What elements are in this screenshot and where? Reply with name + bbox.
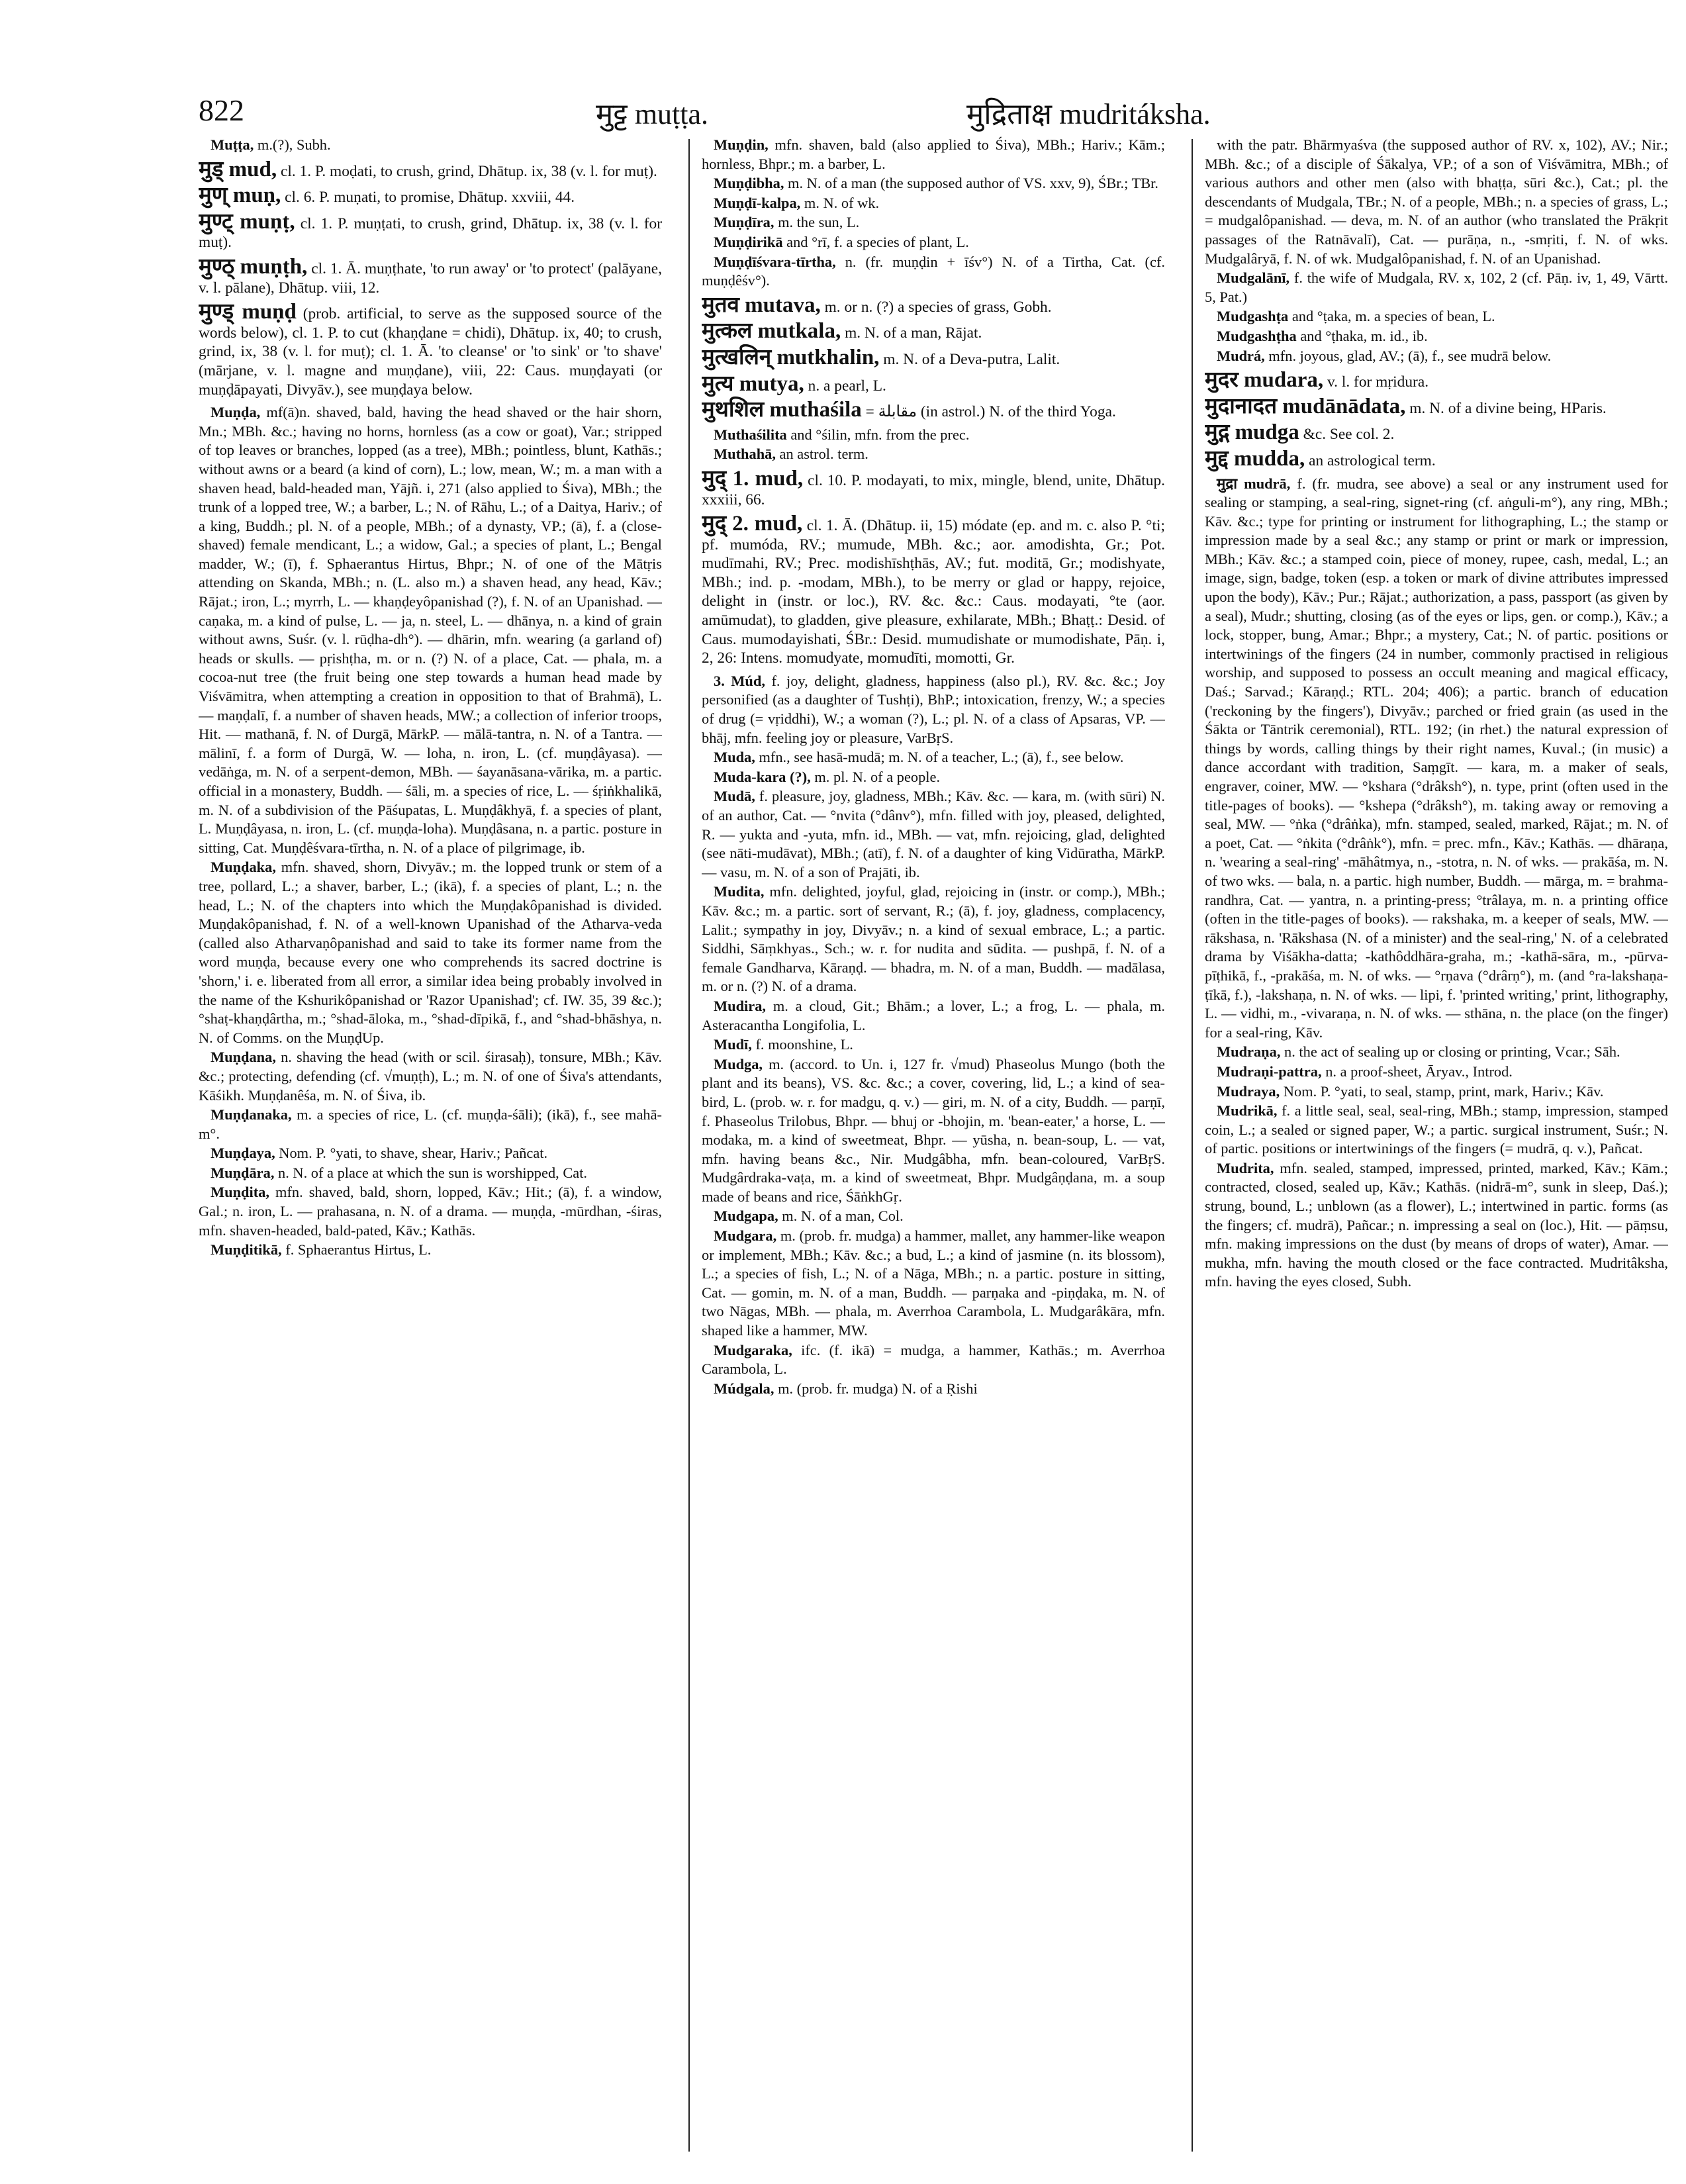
entry-definition: mfn., see hasā-mudā; m. N. of a teacher, L.; (ā), f., see below. <box>759 749 1124 766</box>
entry-headword: Muda, <box>714 749 755 766</box>
dictionary-entry <box>199 1241 662 1260</box>
entry-definition: and °rī, f. a species of plant, L. <box>786 233 969 250</box>
entry-headword: Mudita, <box>714 883 765 900</box>
dictionary-entry <box>199 1048 662 1105</box>
entry-definition: n. shaving the head (with or scil. śirasaḥ), tonsure, MBh.; Kāv. &c.; protecting, defending (cf. √muṇṭh), L.; m. N. of one of Śiva's attendants, Kāśikh. Muṇḍanêśa, m. N. of Śiva, ib. <box>199 1049 662 1104</box>
entry-definition: = مقابلة (in astrol.) N. of the third Yoga. <box>865 403 1116 421</box>
entry-headword: मुण्ड् muṇḍ <box>199 300 297 324</box>
entry-headword: Muṇḍaya, <box>211 1145 275 1162</box>
dictionary-entry <box>199 300 662 399</box>
entry-headword: Mudgalānī, <box>1217 269 1290 287</box>
dictionary-entry <box>702 233 1165 252</box>
entry-headword: Muṇḍīra, <box>714 214 774 231</box>
dictionary-entry <box>702 768 1165 787</box>
entry-headword: Muṇḍitikā, <box>211 1241 282 1258</box>
entry-definition: f. joy, delight, gladness, happiness (also pl.), RV. &c. &c.; Joy personified (as a daughter of Tushṭi), BhP.; intoxication, frenzy, W.; a species of drug (= vṛiddhi), W.; a woman (?), L.; pl. N. of a class of Apsaras, VP. — bhāj, mfn. feeling joy or pleasure, VarBṛS. <box>702 672 1165 746</box>
entry-definition: &c. See col. 2. <box>1303 426 1395 444</box>
dictionary-entry <box>702 398 1165 422</box>
entry-definition: mfn. shaved, shorn, Divyāv.; m. the lopped trunk or stem of a tree, pollard, L.; a shaver, barber, L.; (ikā), f. a species of plant, L.; n. the head, L.; N. of the chapters into which the Muṇḍakôpanishad is divided. Muṇḍakôpanishad, f. N. of a well-known Upanishad of the Atharva-veda (called also Atharvaṇôpanishad and said to take its former name from the word muṇḍa, because every one who comprehends its sacred doctrine is 'shorn,' i. e. liberated from all error, a similar idea being probably involved in the name of the Kshurikôpanishad or 'Razor Upanishad'; cf. IW. 35, 39 &c.); °shaṭ-khaṇḍârtha, m.; °shad-āloka, m., °shad-dīpikā, f., and °shad-bhāshya, n. N. of Comms. on the MuṇḍUp. <box>199 859 662 1046</box>
header-right-catchword: मुद्रिताक्ष mudritáksha. <box>966 98 1211 130</box>
entry-definition: with the patr. Bhārmyaśva (the supposed author of RV. x, 102), AV.; Nir.; MBh. &c.; of a disciple of Śākalya, VP.; of a son of Viśvāmitra, MBh.; of various authors and other men (also with bhaṭṭa, sūri &c.), Cat.; pl. the descendants of Mudgala, TBr.; N. of a people, MBh.; n. a species of grass, L.; = mudgalôpanishad. — deva, m. N. of an author (who translated the Prākṛit passages of the Ratnāvalī), Cat. — purāṇa, n., -smṛiti, f. N. of wks. Mudgalâryā, f. N. of wk. Mudgalôpanishad, f. N. of an Upanishad. <box>1205 136 1668 267</box>
entry-headword: मुण् muṇ, <box>199 183 281 208</box>
entry-headword: मुद् 1. mud, <box>702 466 804 491</box>
entry-definition: m. a species of rice, L. (cf. muṇḍa-śāli); (ikā), f., see mahā-m°. <box>199 1106 662 1142</box>
entry-definition: m. or n. (?) a species of grass, Gobh. <box>824 298 1052 316</box>
entry-headword: Mudgashṭa <box>1217 308 1289 325</box>
dictionary-entry <box>1205 136 1668 268</box>
entry-headword: मुद्द mudda, <box>1205 446 1305 471</box>
entry-headword: Mudī, <box>714 1036 752 1053</box>
dictionary-entry <box>702 1055 1165 1207</box>
header-left-catchword: मुट्ट muṭṭa. <box>596 98 709 130</box>
entry-headword: Mudgaraka, <box>714 1341 792 1358</box>
dictionary-entry <box>702 1380 1165 1399</box>
dictionary-entry <box>1205 307 1668 326</box>
entry-headword: मुतव mutava, <box>702 293 821 317</box>
dictionary-entry <box>702 1341 1165 1379</box>
entry-headword: मुद्रा mudrā, <box>1217 475 1291 492</box>
entry-definition: f. a little seal, seal, seal-ring, MBh.; stamp, impression, stamped coin, L.; a sealed or signed paper, W.; a partic. surgical instrument, Suśr.; N. of partic. positions or intertwinings of the fingers (= mudrā, q. v.), Pañcat. <box>1205 1102 1668 1157</box>
entry-headword: मुण्ट् muṇṭ, <box>199 209 295 234</box>
dictionary-entry <box>702 514 1165 668</box>
dictionary-entry <box>702 787 1165 882</box>
entry-headword: मुद् 2. mud, <box>702 512 803 536</box>
entry-headword: Muṇḍaka, <box>211 859 276 876</box>
dictionary-entry <box>1205 269 1668 307</box>
entry-definition: n. (fr. muṇḍin + īśv°) N. of a Tirtha, Cat. (cf. muṇḍêśv°). <box>702 253 1165 289</box>
dictionary-entry <box>702 997 1165 1035</box>
entry-headword: Múdgala, <box>714 1380 774 1397</box>
entry-headword: मुदानादत mudānādata, <box>1205 394 1406 418</box>
entry-definition: m. N. of a man, Rājat. <box>845 324 982 342</box>
column-2 <box>702 136 1165 2161</box>
entry-definition: mf(ā)n. shaved, bald, having the head shaved or the hair shorn, Mn.; MBh. &c.; having no horns, hornless (as a cow or goat), Var.; stripped of top leaves or branches, lopped (as a tree), MBh.; pointless, blunt, Kathās.; without awns or a beard (a kind of corn), L.; low, mean, W.; m. a man with a shaven head, bald-headed man, Yājñ. i, 271 (also applied to Śiva), MBh.; the trunk of a lopped tree, W.; a barber, L.; N. of Rāhu, L.; of a Daitya, Hariv.; of a king, Buddh.; pl. N. of a people, MBh.; of a dynasty, VP.; (ā), f. a (close-shaved) female mendicant, L.; a widow, Gal.; a species of plant, L.; Bengal madder, W.; (ī), f. Sphaerantus Hirtus, Bhpr.; N. of one of the Mātṛis attending on Skanda, MBh.; n. (L. also m.) a shaven head, any head, Kāv.; Rājat.; iron, L.; myrrh, L. — khaṇḍeyôpanishad (?), f. N. of an Upanishad. — caṇaka, m. a kind of pulse, L. — ja, n. steel, L. — dhānya, n. a kind of grain without awns, Suśr. (v. l. rūḍha-dh°). — dhārin, mfn. wearing (a garland of) heads or skulls. — pṛishṭha, m. or n. (?) N. of a place, Cat. — phala, m. a cocoa-nut tree (the fruit being one step towards a human head made by Viśvāmitra, when attempting a creation in opposition to that of Brahmā), L. — maṇḍalī, f. a number of shaven heads, MW.; a collection of inferior troops, Hit. — mathanā, f. N. of Durgā, MārkP. — mālā-tantra, n. N. of a Tantra. — mālinī, f. a form of Durgā, W. — loha, n. iron, L. (cf. muṇḍâyasa). — vedāṅga, m. N. of a serpent-demon, MBh. — śayanāsana-vārika, m. a partic. official in a monastery, Buddh. — śāli, m. a species of rice, L. — śṛiṅkhalikā, m. N. of a subdivision of the Pāśupatas, L. Muṇḍâkhyā, f. a species of plant, L. Muṇḍâyasa, n. iron, L. (cf. muṇḍa-loha). Muṇḍâsana, n. a partic. posture in sitting, Cat. Muṇḍêśvara-tīrtha, n. N. of a place of pilgrimage, ib. <box>199 404 662 856</box>
dictionary-entry <box>702 1207 1165 1226</box>
entry-headword: मुत्कल mutkala, <box>702 319 841 344</box>
entry-headword: Muthaśilita <box>714 426 787 443</box>
dictionary-entry <box>1205 327 1668 346</box>
dictionary-entry <box>702 1035 1165 1055</box>
column-rule-right <box>1192 139 1193 2152</box>
dictionary-entry <box>702 293 1165 317</box>
dictionary-entry <box>199 254 662 297</box>
dictionary-entry <box>702 748 1165 767</box>
entry-definition: m.(?), Subh. <box>257 136 331 153</box>
entry-headword: Muthahā, <box>714 446 776 463</box>
dictionary-entry <box>1205 420 1668 445</box>
entry-headword: Muṇḍīśvara-tīrtha, <box>714 253 836 270</box>
entry-definition: f. (fr. mudra, see above) a seal or any instrument used for sealing or stamping, a seal-ring, signet-ring (cf. aṅguli-m°), any ring, MBh.; Kāv. &c.; type for printing or instrument for lithographing, L.; the stamp or impression made by a seal &c.; any stamp or print or mark or impression, MBh.; Kāv. &c.; a stamped coin, piece of money, rupee, cash, medal, L.; an image, sign, badge, token (esp. a token or mark of divine attributes impressed upon the body), Kāv.; Pur.; Rājat.; authorization, a pass, passport (as given by a seal), Mudr.; shutting, closing (as of the eyes or lips, gen. or comp.), Kāv.; a lock, stopper, bung, Amar.; Bhpr.; a mystery, Cat.; N. of partic. positions or intertwinings of the fingers (24 in number, commonly practised in religious worship, and supposed to possess an occult meaning and magical efficacy, Daś.; Sarvad.; Kāraṇḍ.; RTL. 204; 406); a partic. branch of education ('reckoning by the fingers'), Divyāv.; parched or fried grain (as used in the Śākta or Tāntrik ceremonial), RTL. 192; (in rhet.) the natural expression of things by words, calling things by their right names, Kuval.; (in music) a dance accordant with tradition, Saṃgīt. — kara, m. a maker of seals, engraver, coiner, MW. — °kshara (°drâksh°), n. type, print (often used in the title-pages of books). — °kshepa (°drâksh°), m. taking away or removing a seal, MW. — °ṅka (°drâṅka), mfn. stamped, sealed, marked, Rājat.; m. N. of a poet, Cat. — °ṅkita (°drâṅk°), mfn. = prec. mfn., Kāv.; Kathās. — dhāraṇa, n. 'wearing a seal-ring' -māhâtmya, n., -stotra, n. N. of wks. — prakāśa, m. N. of two wks. — bala, n. a partic. high number, Buddh. — mārga, m. = brahma-randhra, Cat. — yantra, n. a printing-press; °trâlaya, m. n. a printing office (often in the title-pages of books). — rakshaka, m. a keeper of seals, MW. — rākshasa, n. 'Rākshasa (N. of a minister) and the seal-ring,' N. of a celebrated drama by Viśākha-datta; -kathôddhāra-graha, m.; -kathā-sāra, m., -pūrva-pīṭhikā, f., -prakāśa, m. N. of wks. — °rṇava (°drârṇ°), m. (and °ra-lakshaṇa-ṭīkā, f.), -lakshaṇa, n. N. of wks. — lipi, f. 'printed writing,' print, lithography, L. — vidhi, m., -vivaraṇa, n. N. of wks. — sthāna, n. the place (on the finger) for a seal-ring, Kāv. <box>1205 475 1668 1041</box>
entry-definition: an astrological term. <box>1309 451 1436 469</box>
entry-definition: cl. 10. P. modayati, to mix, mingle, blend, unite, Dhātup. xxxiii, 66. <box>702 471 1165 508</box>
entry-definition: mfn. delighted, joyful, glad, rejoicing in (instr. or comp.), MBh.; Kāv. &c.; m. a partic. sort of servant, R.; (ā), f. joy, gladness, complacency, Lalit.; sympathy in joy, Divyāv.; n. a kind of sexual embrace, L.; a partic. Siddhi, Sāṃkhyas., Sch.; w. r. for nudita and sūdita. — pushpā, f. N. of a female Gandharva, Kāraṇḍ. — bhadra, m. N. of a man, Buddh. — madālasa, m. or n. (?) N. of a drama. <box>702 883 1165 995</box>
entry-headword: Mudraṇa, <box>1217 1043 1281 1061</box>
entry-headword: Mudga, <box>714 1055 763 1072</box>
entry-definition: and °ṭhaka, m. id., ib. <box>1300 327 1428 344</box>
entry-definition: (prob. artificial, to serve as the supposed source of the words below), cl. 1. P. to cut (khaṇḍane = chidi), Dhātup. ix, 40; to crush, grind, ix, 38 (v. l. for muṭ); cl. 1. Ā. 'to cleanse' or 'to sink' or 'to shave' (mārjane, v. l. magne and muṇḍane), viii, 22: Caus. muṇḍayati (or muṇḍāpayati, Divyāv.), see muṇḍaya below. <box>199 305 662 399</box>
entry-definition: m. (prob. fr. mudga) N. of a Ṛishi <box>778 1380 978 1397</box>
entry-definition: n. N. of a place at which the sun is worshipped, Cat. <box>278 1164 588 1181</box>
entry-headword: Mudgapa, <box>714 1208 778 1225</box>
column-rule-left <box>688 139 690 2152</box>
entry-headword: मुदर mudara, <box>1205 368 1324 393</box>
entry-headword: Muṇḍa, <box>211 404 261 421</box>
entry-definition: n. a pearl, L. <box>808 377 886 395</box>
entry-definition: cl. 1. Ā. (Dhātup. ii, 15) módate (ep. and m. c. also P. °ti; pf. mumóda, RV.; mumude, MBh. &c.; aor. amodishta, Gr.; Pot. mudīmahi, RV.; Prec. modishīshṭhās, AV.; fut. moditā, Gr.; modishyate, MBh.; ind. p. -modam, MBh.), to be merry or glad or happy, rejoice, delight in (instr. or loc.), RV. &c. &c.: Caus. modayati, °te (aor. amūmudat), to gladden, give pleasure, exhilarate, MBh.; Bhaṭṭ.: Desid. of Caus. mumodayishati, ŚBr.: Desid. mumudishate or mumodishate, Pāṇ. i, 2, 26: Intens. momudyate, momudīti, momotti, Gr. <box>702 517 1165 667</box>
dictionary-entry <box>1205 446 1668 471</box>
dictionary-entry <box>702 194 1165 213</box>
dictionary-entry <box>702 174 1165 193</box>
dictionary-entry <box>199 209 662 252</box>
entry-headword: Mudā, <box>714 788 755 805</box>
entry-definition: mfn. sealed, stamped, impressed, printed, marked, Kāv.; Kām.; contracted, closed, sealed up, Kāv.; Kathās. (nidrā-m°, sunk in sleep, Daś.); strung, bound, L.; unblown (as a flower), L.; intertwined in partic. forms (as the fingers; cf. mudrā), Pañcar.; n. impressing a seal on (loc.), Hit. — pāṃsu, mfn. making impressions on the dust (by means of drops of water), Amar. — mukha, mfn. having the mouth closed or the face contracted. Mudritâksha, mfn. having the eyes closed, Subh. <box>1205 1159 1668 1290</box>
entry-definition: f. pleasure, joy, gladness, MBh.; Kāv. &c. — kara, m. (with sūri) N. of an author, Cat. — °nvita (°dânv°), mfn. filled with joy, pleased, delighted, R. — yukta and -yuta, mfn. id., MBh. — vat, mfn. rejoicing, glad, delighted (see nāti-mudāvat), MBh.; (atī), f. N. of a daughter of king Vidūratha, MārkP. — vasu, m. N. of a son of Prajāti, ib. <box>702 788 1165 880</box>
entry-headword: मुत्खलिन् mutkhalin, <box>702 345 880 369</box>
entry-headword: मुण्ठ् muṇṭh, <box>199 254 308 279</box>
entry-headword: Muṇḍāra, <box>211 1164 275 1181</box>
dictionary-entry <box>702 136 1165 173</box>
entry-definition: an astrol. term. <box>779 446 868 463</box>
entry-definition: m. (prob. fr. mudga) a hammer, mallet, any hammer-like weapon or implement, MBh.; Kāv. &c.; a bud, L.; a kind of jasmine (n. its blossom), L.; a species of fish, L.; N. of a Nāga, MBh.; n. a partic. posture in sitting, Cat. — gomin, m. N. of a man, Buddh. — parṇaka and -piṇḍaka, m. N. of two Nāgas, MBh. — phala, m. Averrhoa Carambola, L. Mudgarâkāra, mfn. shaped like a hammer, MW. <box>702 1227 1165 1339</box>
dictionary-entry <box>199 157 662 181</box>
dictionary-entry <box>1205 1159 1668 1292</box>
entry-definition: Nom. P. °yati, to shave, shear, Hariv.; Pañcat. <box>279 1145 548 1162</box>
dictionary-entry <box>1205 1043 1668 1062</box>
dictionary-entry <box>199 858 662 1047</box>
entry-definition: m. N. of a man (the supposed author of VS. xxv, 9), ŚBr.; TBr. <box>788 175 1158 192</box>
entry-headword: Mudrikā, <box>1217 1102 1278 1119</box>
dictionary-entry <box>199 403 662 857</box>
dictionary-entry <box>702 319 1165 344</box>
dictionary-entry <box>199 1144 662 1163</box>
entry-headword: मुड् mud, <box>199 157 277 181</box>
column-3 <box>1205 136 1668 2161</box>
dictionary-entry <box>702 1227 1165 1341</box>
entry-headword: Muṇḍanaka, <box>211 1106 292 1123</box>
entry-definition: mfn. shaven, bald (also applied to Śiva), MBh.; Hariv.; Kām.; hornless, Bhpr.; m. a barber, L. <box>702 136 1165 172</box>
entry-definition: cl. 1. Ā. muṇṭhate, 'to run away' or 'to protect' (palāyane, v. l. pālane), Dhātup. viii, 12. <box>199 260 662 297</box>
dictionary-entry <box>199 1164 662 1183</box>
dictionary-entry <box>702 253 1165 291</box>
entry-headword: Muṇḍibha, <box>714 175 784 192</box>
dictionary-entry <box>702 213 1165 232</box>
entry-definition: f. moonshine, L. <box>755 1036 853 1053</box>
entry-headword: Muṇḍirikā <box>714 233 783 250</box>
entry-definition: m. pl. N. of a people. <box>814 768 941 785</box>
dictionary-entry <box>702 426 1165 445</box>
entry-definition: n. the act of sealing up or closing or printing, Vcar.; Sāh. <box>1284 1043 1620 1061</box>
entry-headword: Mudraṇi-pattra, <box>1217 1063 1322 1080</box>
entry-definition: m. N. of a divine being, HParis. <box>1409 399 1607 417</box>
entry-definition: and °ṭaka, m. a species of bean, L. <box>1291 308 1495 325</box>
entry-definition: f. the wife of Mudgala, RV. x, 102, 2 (cf. Pāṇ. iv, 1, 49, Vārtt. 5, Pat.) <box>1205 269 1668 305</box>
dictionary-entry <box>702 882 1165 996</box>
entry-definition: cl. 1. P. moḍati, to crush, grind, Dhātup. ix, 38 (v. l. for muṭ). <box>280 162 657 180</box>
dictionary-entry <box>1205 1063 1668 1082</box>
entry-definition: Nom. P. °yati, to seal, stamp, print, mark, Hariv.; Kāv. <box>1283 1082 1604 1100</box>
entry-definition: and °śilin, mfn. from the prec. <box>790 426 970 443</box>
dictionary-entry <box>1205 394 1668 418</box>
entry-headword: मुथशिल muthaśila <box>702 398 862 422</box>
entry-headword: Mudgara, <box>714 1227 777 1245</box>
entry-headword: Muṇḍana, <box>211 1049 276 1066</box>
dictionary-columns <box>199 136 1675 2161</box>
dictionary-entry <box>1205 1102 1668 1159</box>
entry-definition: m. (accord. to Un. i, 127 fr. √mud) Phaseolus Mungo (both the plant and its beans), VS. &c. &c.; a cover, covering, lid, L.; a kind of sea-bird, L. (prob. w. r. for madgu, q. v.) — giri, m. N. of a city, Buddh. — parṇī, f. Phaseolus Trilobus, Bhpr. — bhuj or -bhojin, m. 'bean-eater,' a horse, L. — modaka, m. a kind of sweetmeat, Bhpr. — yūsha, n. bean-soup, L. — vat, mfn. having beans &c., Nir. Mudgâbha, mfn. bean-coloured, VarBṛS. Mudgârdraka-vaṭa, m. a kind of sweetmeat, Bhpr. Mudgâṇḍana, m. a soup made of beans and rice, ŚāṅkhGṛ. <box>702 1055 1165 1205</box>
entry-definition: m. the sun, L. <box>778 214 860 231</box>
entry-headword: Muṇḍin, <box>714 136 769 153</box>
entry-definition: m. N. of a man, Col. <box>782 1208 904 1225</box>
entry-definition: mfn. joyous, glad, AV.; (ā), f., see mudrā below. <box>1268 347 1552 364</box>
dictionary-entry <box>199 183 662 208</box>
entry-definition: ifc. (f. ikā) = mudga, a hammer, Kathās.; m. Averrhoa Carambola, L. <box>702 1341 1165 1378</box>
entry-headword: मुद्ग mudga <box>1205 420 1299 445</box>
entry-definition: v. l. for mṛidura. <box>1327 373 1429 391</box>
entry-definition: m. N. of wk. <box>804 194 880 211</box>
entry-headword: Mudrá, <box>1217 347 1265 364</box>
entry-headword: Muda-kara (?), <box>714 768 811 785</box>
dictionary-entry <box>199 136 662 155</box>
page-header <box>199 93 1655 139</box>
dictionary-entry <box>702 466 1165 509</box>
dictionary-entry <box>1205 347 1668 366</box>
dictionary-entry <box>702 672 1165 747</box>
entry-definition: mfn. shaved, bald, shorn, lopped, Kāv.; Hit.; (ā), f. a window, Gal.; n. iron, L. — prahasana, n. N. of a drama. — muṇḍa, -mūrdhan, -śiras, mfn. shaven-headed, bald-pated, Kāv.; Kathās. <box>199 1184 662 1239</box>
dictionary-entry <box>199 1106 662 1143</box>
entry-headword: Mudira, <box>714 997 766 1014</box>
dictionary-entry <box>702 345 1165 369</box>
entry-headword: Muṭṭa, <box>211 136 254 153</box>
entry-headword: Muṇḍita, <box>211 1184 269 1201</box>
entry-definition: m. a cloud, Git.; Bhām.; a lover, L.; a frog, L. — phala, m. Asteracantha Longifolia, L. <box>702 997 1165 1033</box>
entry-definition: m. N. of a Deva-putra, Lalit. <box>883 350 1060 368</box>
dictionary-entry <box>1205 368 1668 393</box>
page-number: 822 <box>199 93 244 127</box>
entry-definition: cl. 6. P. muṇati, to promise, Dhātup. xxviii, 44. <box>285 189 575 207</box>
entry-definition: cl. 1. P. muṇṭati, to crush, grind, Dhātup. ix, 38 (v. l. for muṭ). <box>199 214 662 252</box>
entry-headword: Muṇḍī-kalpa, <box>714 194 801 211</box>
dictionary-entry <box>199 1183 662 1240</box>
entry-headword: Mudgashṭha <box>1217 327 1297 344</box>
entry-headword: मुत्य mutya, <box>702 371 804 396</box>
entry-definition: f. Sphaerantus Hirtus, L. <box>285 1241 432 1258</box>
dictionary-entry <box>702 371 1165 396</box>
entry-headword: Mudrita, <box>1217 1159 1274 1176</box>
dictionary-entry <box>1205 1082 1668 1102</box>
entry-definition: n. a proof-sheet, Āryav., Introd. <box>1325 1063 1513 1080</box>
entry-headword: Mudraya, <box>1217 1082 1280 1100</box>
dictionary-entry <box>1205 475 1668 1043</box>
column-1 <box>199 136 662 2161</box>
entry-headword: 3. Múd, <box>714 672 765 689</box>
dictionary-entry <box>702 445 1165 464</box>
